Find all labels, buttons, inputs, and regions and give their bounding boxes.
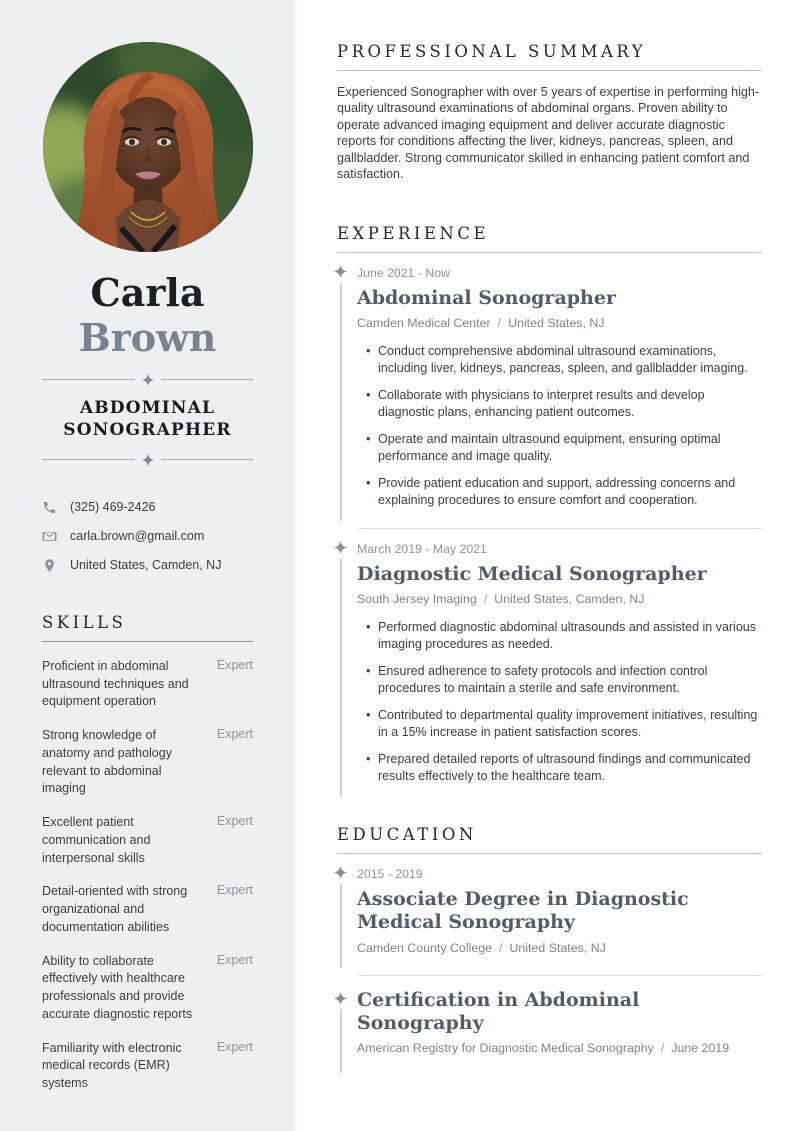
entry-organization: Camden County College <box>357 940 492 955</box>
entry-subtitle <box>357 941 762 955</box>
entry-subtitle <box>357 592 762 606</box>
experience-heading: EXPERIENCE <box>337 224 762 253</box>
subtitle-separator: / <box>483 592 488 607</box>
four-pointed-star-icon <box>142 374 154 386</box>
summary-section <box>337 42 762 183</box>
contact-section <box>42 500 253 573</box>
entry-date: 2015 - 2019 <box>357 867 423 882</box>
sidebar <box>0 0 295 1131</box>
entry-company: South Jersey Imaging <box>357 592 477 607</box>
subtitle-separator: / <box>660 1040 665 1055</box>
summary-heading: PROFESSIONAL SUMMARY <box>337 42 762 71</box>
person-name <box>42 271 253 361</box>
skill-item <box>42 1040 253 1093</box>
main-column <box>295 0 800 1131</box>
timeline-star-icon <box>334 866 347 879</box>
entry-organization: American Registry for Diagnostic Medical Sonography <box>357 1040 654 1055</box>
timeline-line <box>340 559 342 797</box>
skills-heading: SKILLS <box>42 613 253 642</box>
skill-level: Expert <box>216 657 253 672</box>
person-role <box>42 397 253 441</box>
experience-entry <box>337 542 762 784</box>
timeline-line <box>340 1009 342 1073</box>
contact-phone-row <box>42 500 253 515</box>
location-pin-icon <box>42 558 57 573</box>
entry-title: Associate Degree in Diagnostic Medical Sonography <box>357 888 689 934</box>
skill-level: Expert <box>216 1039 253 1054</box>
skill-name: Strong knowledge of anatomy and pathology relevant to abdominal imaging <box>42 728 172 796</box>
timeline-line <box>340 884 342 967</box>
timeline-star-icon <box>334 992 347 1005</box>
email-address: carla.brown@gmail.com <box>70 529 205 544</box>
entry-subtitle <box>357 1041 762 1055</box>
skill-level: Expert <box>216 814 253 829</box>
skills-list <box>42 658 253 1093</box>
skill-item <box>42 883 253 936</box>
skill-item <box>42 658 253 711</box>
role-line: SONOGRAPHER <box>63 419 232 440</box>
contact-email-row <box>42 529 253 544</box>
subtitle-separator: / <box>499 940 503 955</box>
skill-level: Expert <box>216 883 253 898</box>
bullet-item: • Provide patient education and support, addressing concerns and explaining procedures to ensure comfort and cooperation. <box>357 475 762 508</box>
profile-photo <box>43 42 253 252</box>
skill-name: Familiarity with electronic medical records (EMR) systems <box>42 1040 182 1091</box>
divider-line <box>42 379 135 380</box>
bullet-item: • Operate and maintain ultrasound equipment, ensuring optimal performance and image quality. <box>357 431 762 464</box>
four-pointed-star-icon <box>142 454 154 466</box>
entry-detail: United States, NJ <box>509 940 606 955</box>
bullet-item: • Conduct comprehensive abdominal ultrasound examinations, including liver, kidneys, pancreas, spleen, and gallbladder imaging. <box>357 343 762 376</box>
ornament-divider <box>42 374 253 386</box>
bullet-item: • Collaborate with physicians to interpret results and develop diagnostic plans, enhancing patient outcomes. <box>357 387 762 420</box>
skill-item <box>42 814 253 867</box>
last-name: Brown <box>78 314 217 360</box>
skill-name: Excellent patient communication and interpersonal skills <box>42 815 151 865</box>
entry-divider <box>357 528 762 529</box>
entry-location: United States, Camden, NJ <box>494 592 645 607</box>
skill-item <box>42 953 253 1024</box>
skill-level: Expert <box>216 952 253 967</box>
entry-bullets <box>357 343 762 508</box>
entry-bullets <box>357 619 762 784</box>
education-heading: EDUCATION <box>337 825 762 854</box>
contact-location-row <box>42 558 253 573</box>
skill-item <box>42 727 253 798</box>
bullet-item: • Performed diagnostic abdominal ultrasounds and assisted in various imaging procedures as needed. <box>357 619 762 652</box>
divider-line <box>161 459 254 460</box>
education-section <box>337 825 762 1055</box>
entry-title: Diagnostic Medical Sonographer <box>357 563 707 586</box>
first-name: Carla <box>90 270 205 315</box>
entry-date: June 2021 - Now <box>357 265 450 280</box>
skill-name: Proficient in abdominal ultrasound techniques and equipment operation <box>42 658 189 709</box>
timeline-star-icon <box>334 265 347 278</box>
phone-icon <box>42 500 57 515</box>
skill-name: Ability to collaborate effectively with healthcare professionals and provide accurate diagnostic reports <box>42 953 193 1021</box>
skill-level: Expert <box>216 727 253 742</box>
entry-subtitle <box>357 316 762 330</box>
skill-name: Detail-oriented with strong organizational and documentation abilities <box>42 884 188 934</box>
bullet-item: • Prepared detailed reports of ultrasound findings and communicated results effectively to the healthcare team. <box>357 751 762 784</box>
entry-title: Certification in Abdominal Sonography <box>357 988 640 1034</box>
entry-date: March 2019 - May 2021 <box>357 542 487 557</box>
bullet-item: • Ensured adherence to safety protocols and infection control procedures to maintain a sterile and safe environment. <box>357 663 762 696</box>
divider-line <box>42 459 135 460</box>
timeline-star-icon <box>334 541 347 554</box>
portrait-illustration <box>43 42 253 252</box>
experience-section <box>337 224 762 784</box>
timeline-line <box>340 283 342 521</box>
ornament-divider <box>42 454 253 466</box>
education-entry <box>337 989 762 1055</box>
entry-title: Abdominal Sonographer <box>357 286 616 309</box>
education-entry <box>337 867 762 954</box>
entry-detail: June 2019 <box>671 1040 730 1055</box>
entry-location: United States, NJ <box>508 316 605 331</box>
entry-divider <box>357 975 762 976</box>
experience-entry <box>337 266 762 508</box>
location-text: United States, Camden, NJ <box>70 558 222 573</box>
entry-company: Camden Medical Center <box>357 316 491 331</box>
mail-icon <box>42 529 57 544</box>
divider-line <box>161 379 254 380</box>
summary-text: Experienced Sonographer with over 5 years of expertise in performing high-quality ultrasound examinations of abdominal organs. Proven ability to operate advanced imaging equipment and deliver accurate diagnostic reports for conditions affecting the liver, kidneys, pancreas, spleen, and gallbladder. Strong communicator skilled in enhancing patient comfort and satisfaction. <box>337 85 760 182</box>
bullet-item: • Contributed to departmental quality improvement initiatives, resulting in a 15% increase in patient satisfaction scores. <box>357 707 762 740</box>
role-line: ABDOMINAL <box>79 397 216 418</box>
phone-number: (325) 469-2426 <box>70 500 156 515</box>
subtitle-separator: / <box>497 316 502 331</box>
